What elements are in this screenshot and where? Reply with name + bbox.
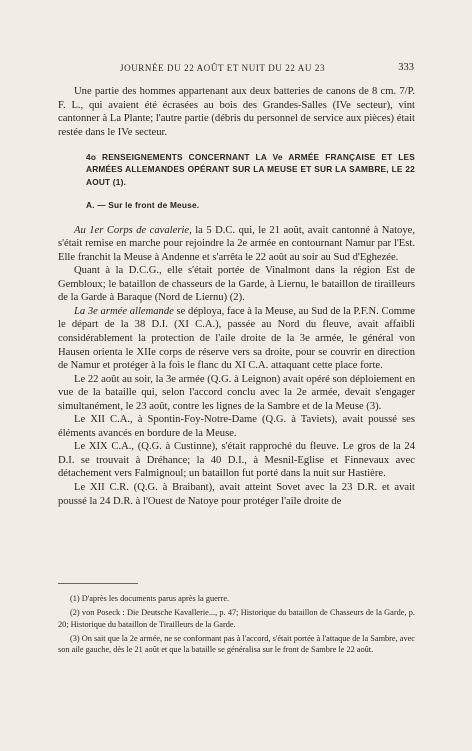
paragraph-1 (58, 224, 415, 265)
paragraph-2 (58, 264, 415, 305)
paragraph-3-lead: La 3e armée allemande (74, 305, 174, 317)
paragraph-2-text: Quant à la D.C.G., elle s'était portée de Vinalmont dans la région Est de Gembloux; le bataillon de chasseurs de la Garde, à Liernu, le bataillon de tirailleurs de la Garde à Baraque (Nord de Liernu) (2). (58, 265, 415, 304)
footnotes (58, 593, 415, 658)
running-title: JOURNÉE DU 22 AOÛT ET NUIT DU 22 AU 23 (120, 63, 326, 73)
footnote-1: (1) D'après les documents parus après la guerre. (70, 594, 230, 603)
paragraph-5-text: Le XII C.A., à Spontin-Foy-Notre-Dame (Q.G. à Taviets), avait poussé ses éléments avancés en bordure de la Meuse. (58, 414, 415, 439)
paragraph-1-text: la 5 D.C. qui, le 21 août, avait cantonné à Natoye, s'était remise en marche pour rejoindre la 2e armée en contournant Namur par l'Est. Elle franchit la Meuse à Andenne et s'arrêta le 22 août au soir au Sud d'Eghezée. (58, 224, 415, 263)
footnote-3: (3) On sait que la 2e armée, ne se conformant pas à l'accord, s'était portée à l'attaque de la Sambre, avec son aile gauche, dès le 21 août et que la bataille se généralisa sur le front de Sambre le 22 août. (58, 633, 415, 654)
subheading: A. — Sur le front de Meuse. (86, 200, 200, 211)
intro-paragraph: Une partie des hommes appartenant aux deux batteries de canons de 8 cm. 7/P. F. L., qui avaient été écrasées au bois des Grandes-Salles (IVe secteur), vint cantonner à La Plante; l'autre partie (débris du personnel de service aux pièces) était restée dans le IVe secteur. (58, 86, 415, 138)
paragraph-3-text: se déploya, face à la Meuse, au Sud de la P.F.N. Comme le départ de la 38 D.I. (XI C.A.), passée au Nord du fleuve, avait affaibli considérablement la protection de l'aile droite de la 3e armée, le général von Hausen orienta le XIIe corps de réserve vers sa droite, pour se couvrir en direction de Namur et protéger à la fois le flanc du XI C.A. attaquant cette place forte. (58, 305, 415, 372)
section-heading: 4o RENSEIGNEMENTS CONCERNANT LA Ve ARMÉE FRANÇAISE ET LES ARMÉES ALLEMANDES OPÉRANT SUR LA MEUSE ET SUR LA SAMBRE, LE 22 AOUT (1). (86, 152, 415, 187)
paragraph-6-text: Le XIX C.A., (Q.G. à Custinne), s'était rapproché du fleuve. Le gros de la 24 D.I. se trouvait à Dréhance; la 40 D.I., à Mesnil-Eglise et Finnevaux avec détachement vers Falmignoul; un bataillon fut porté dans la nuit sur Hastière. (58, 441, 415, 480)
paragraph-6 (58, 440, 415, 481)
paragraph-7 (58, 481, 415, 508)
page-number: 333 (398, 62, 414, 73)
paragraph-4 (58, 373, 415, 414)
paragraph-4-text: Le 22 août au soir, la 3e armée (Q.G. à Leignon) avait opéré son déploiement en vue de la bataille qui, selon l'accord conclu avec la 2e armée, devait s'engager simultanément, le 23 août, contre les lignes de la Sambre et de la Meuse (3). (58, 373, 415, 412)
paragraph-7-text: Le XII C.R. (Q.G. à Braibant), avait atteint Sovet avec la 23 D.R. et avait poussé la 24 D.R. à l'Ouest de Natoye pour protéger l'aile droite de (58, 482, 415, 507)
paragraph-1-lead: Au 1er Corps de cavalerie, (74, 224, 192, 236)
footnote-rule (58, 583, 138, 584)
main-text (58, 85, 415, 508)
paragraph-3 (58, 305, 415, 373)
footnote-2: (2) von Poseck : Die Deutsche Kavallerie..., p. 47; Historique du bataillon de Chasseurs de la Garde, p. 20; Historique du bataillon de Tirailleurs de la Garde. (58, 608, 415, 629)
paragraph-5 (58, 413, 415, 440)
